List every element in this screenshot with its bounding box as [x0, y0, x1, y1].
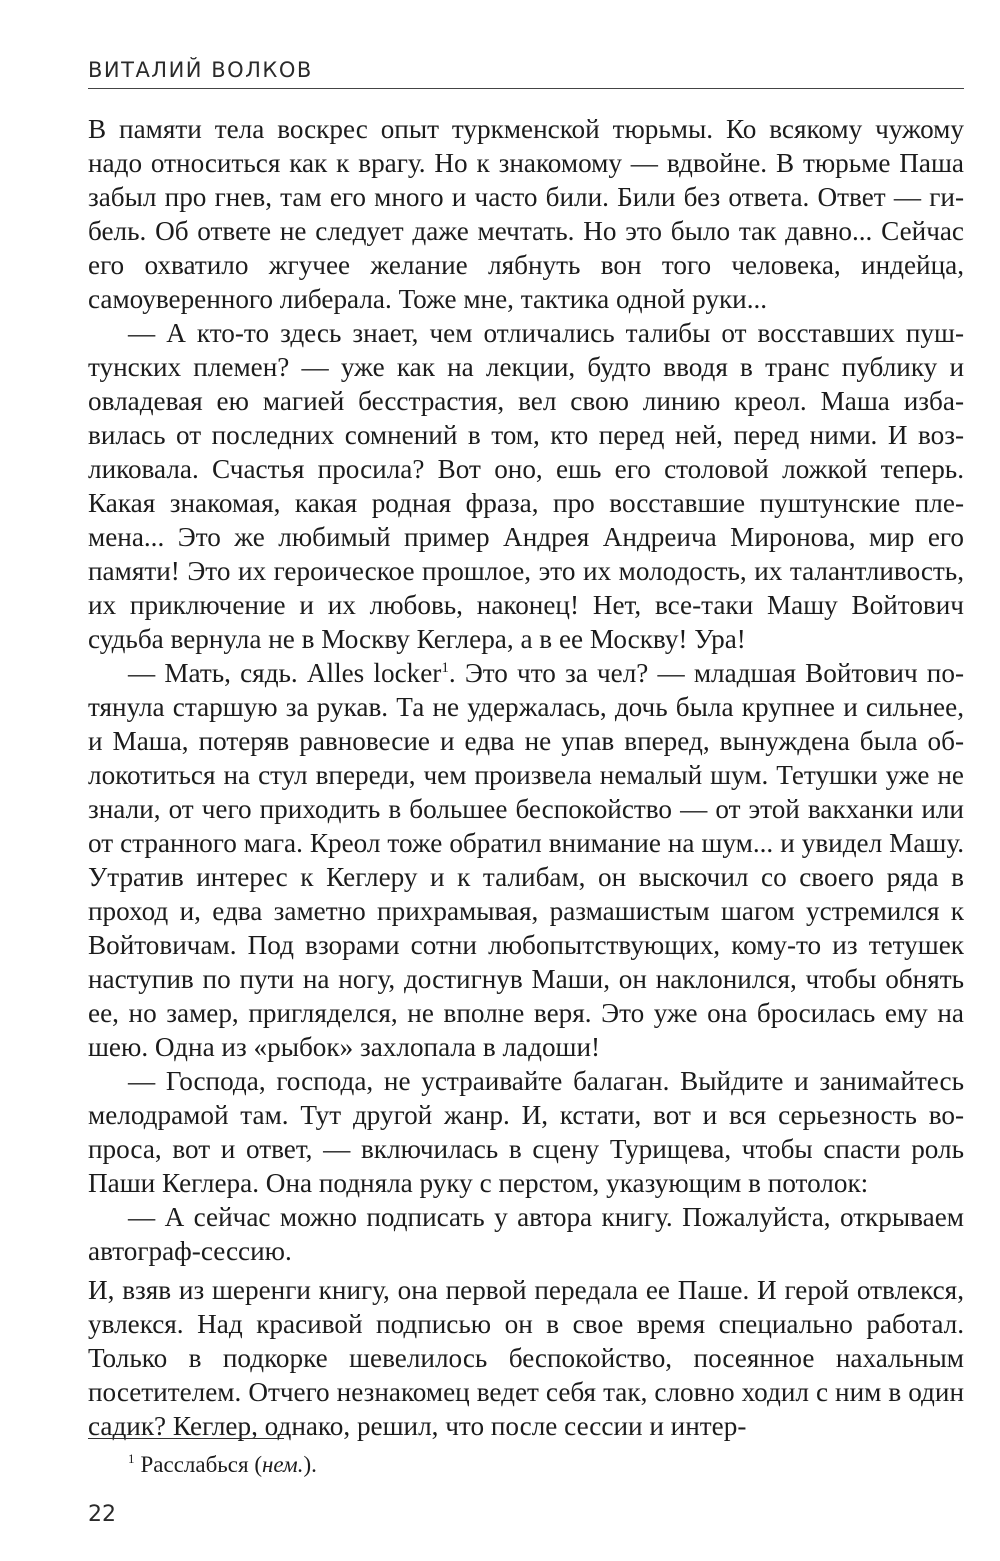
page-number: 22 — [88, 1502, 116, 1527]
paragraph-1: В памяти тела воскрес опыт туркменской тюрьмы. Ко всякому чужому надо относиться как к врагу. Но к знакомому — вдвойне. В тюрьме Паша забыл про гнев, там его много и часто били. Били без ответа. Ответ — гибель. Об ответе не следует даже мечтать. Но это было так давно... Сейчас его охватило жгучее желание лябнуть вон того человека, индейца, самоуверенного либерала. Тоже мне, тактика одной руки... — [88, 114, 964, 314]
footnote-language: нем. — [262, 1452, 304, 1477]
footnote-rule — [88, 1438, 284, 1439]
paragraph-3-rest: . Это что за чел? — младшая Войтович потянула старшую за рукав. Та не удержалась, дочь была крупнее и сильнее, и Маша, потеряв равновесие и едва не упав вперед, вынуждена была облокотиться на стул впереди, чем произвела немалый шум. Тетушки уже не знали, от чего приходить в большее беспокойство — от этой вакханки или от странного мага. Креол тоже обратил внимание на шум... и увидел Машу. Утратив интерес к Кеглеру и к талибам, он выскочил со своего ряда в проход и, едва заметно прихрамывая, размашистым шагом устремился к Войтовичам. Под взорами сотни любопытствующих, кому-то из тетушек наступив по пути на ногу, достигнув Маши, он наклонился, чтобы обнять ее, но замер, пригляделся, не вполне веря. Это уже она бросилась ему на шею. Одна из «рыбок» захлопала в ладоши! — [88, 658, 964, 1062]
running-head-author: ВИТАЛИЙ ВОЛКОВ — [88, 58, 313, 82]
footnote-reference: 1 — [441, 659, 449, 676]
paragraph-3-start: — Мать, сядь. Alles locker — [128, 658, 442, 688]
main-text — [88, 112, 964, 1443]
header-rule — [88, 88, 964, 89]
footnote-mark: 1 — [128, 1451, 135, 1467]
paragraph-6: И, взяв из шеренги книгу, она первой передала ее Паше. И герой отвлекся, увлекся. Над красивой подписью он в свое время специально работал. Только в подкорке шевелилось беспокойство, посеянное нахальным посетителем. Отчего незнакомец ведет себя так, словно ходил с ним в один садик? Кеглер, однако, решил, что после сессии и интер- — [88, 1275, 964, 1441]
footnote-closing: ). — [303, 1452, 317, 1477]
footnote — [128, 1450, 317, 1480]
paragraph-3 — [88, 656, 964, 1064]
paragraph-4: — Господа, господа, не устраивайте балаган. Выйдите и занимайтесь мелодрамой там. Тут другой жанр. И, кстати, вот и вся серьезность вопроса, вот и ответ, — включилась в сцену Турищева, чтобы спасти роль Паши Кеглера. Она подняла руку с перстом, указующим в потолок: — [88, 1066, 964, 1198]
paragraph-5: — А сейчас можно подписать у автора книгу. Пожалуйста, открываем автограф-сессию. — [88, 1202, 964, 1266]
paragraph-2: — А кто-то здесь знает, чем отличались талибы от восставших пуштунских племен? — уже как на лекции, будто вводя в транс публику и овладевая ею магией бесстрастия, вел свою линию креол. Маша избавилась от последних сомнений в том, кто перед ней, перед ними. И возликовала. Счастья просила? Вот оно, ешь его столовой ложкой теперь. Какая знакомая, какая родная фраза, про восставшие пуштунские племена... Это же любимый пример Андрея Андреича Миронова, мир его памяти! Это их героическое прошлое, это их молодость, их талантливость, их приключение и их любовь, наконец! Нет, все-таки Машу Войтович судьба вернула не в Москву Кеглера, а в ее Москву! Ура! — [88, 318, 964, 654]
footnote-text: Расслабься ( — [140, 1452, 262, 1477]
